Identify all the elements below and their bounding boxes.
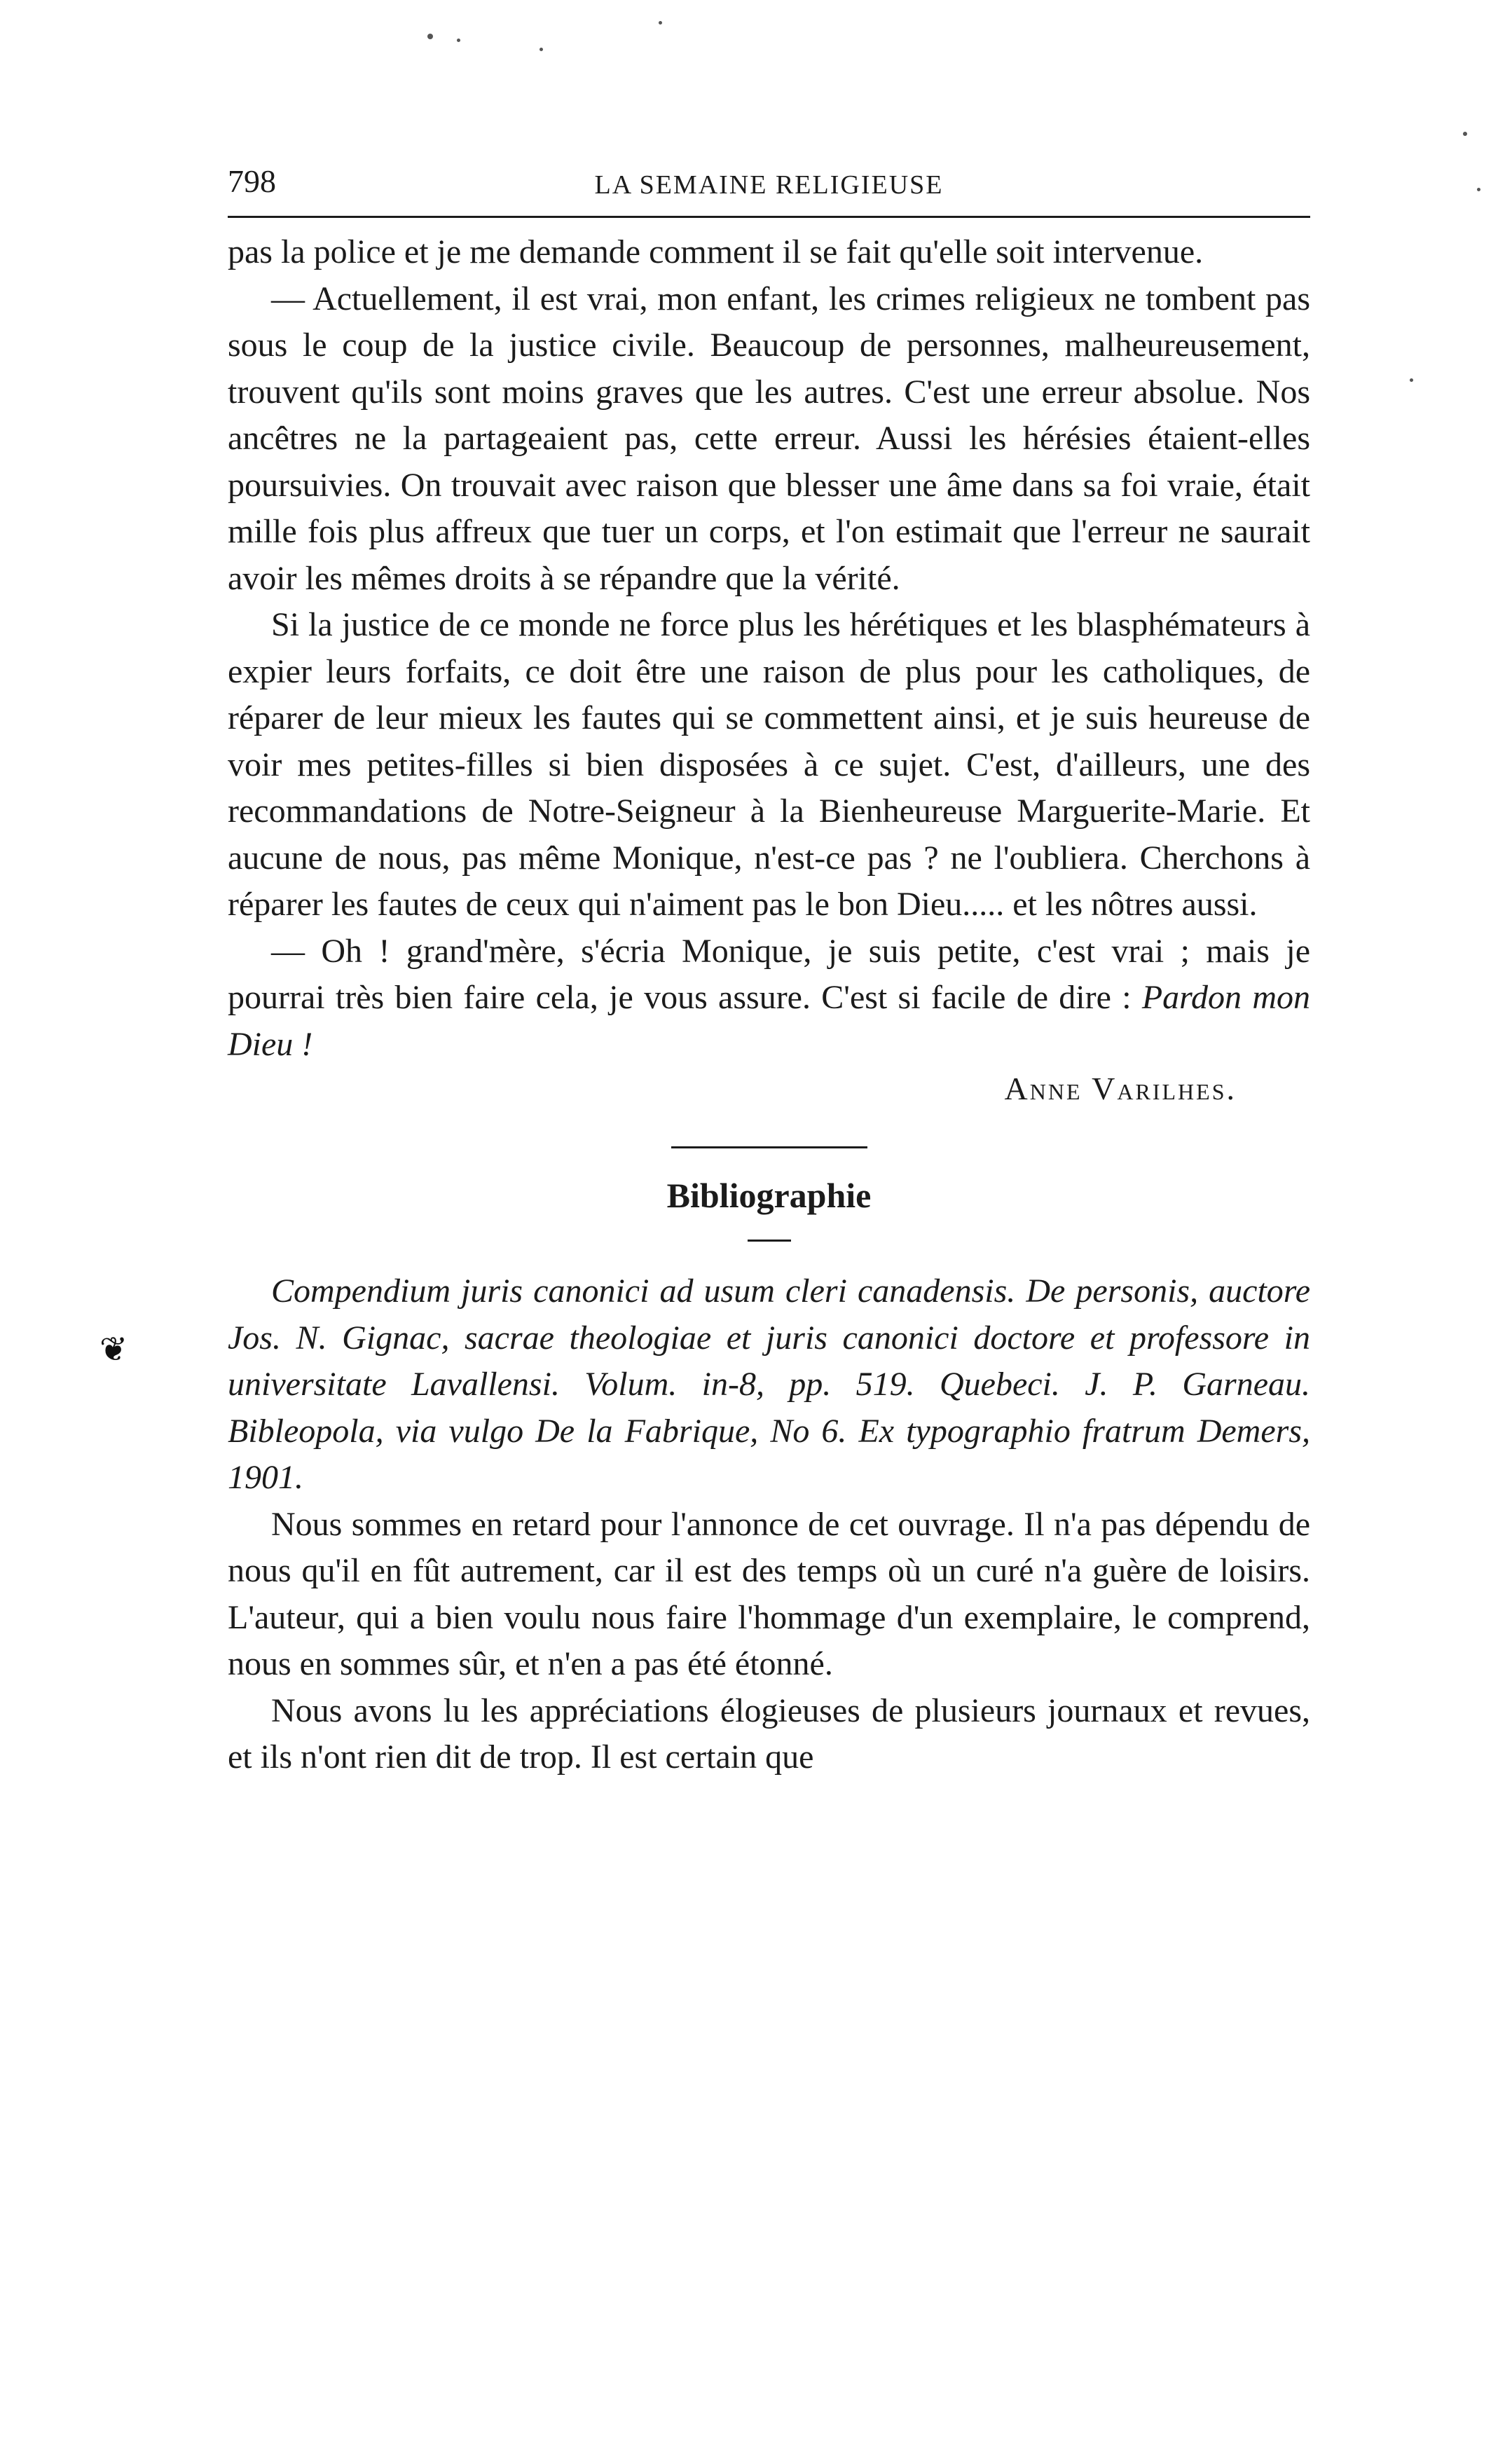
page-number: 798 xyxy=(228,163,276,199)
paragraph: — Actuellement, il est vrai, mon enfant, les crimes religieux ne tombent pas sous le coup de la justice civile. Beaucoup de personnes, malheureusement, trouvent qu'ils sont moins graves que les autres. C'est une erreur absolue. Nos ancêtres ne la partageaient pas, cette erreur. Aussi les hérésies étaient-elles poursuivies. On trouvait avec raison que blesser une âme dans sa foi vraie, était mille fois plus affreux que tuer un corps, et l'on estimait que l'erreur ne saurait avoir les mêmes droits à se répandre que la vérité. xyxy=(228,280,1310,597)
short-rule xyxy=(748,1240,791,1242)
section-rule xyxy=(671,1146,867,1148)
paragraph: Nous sommes en retard pour l'annonce de cet ouvrage. Il n'a pas dépendu de nous qu'il en fût autrement, car il est des temps où un curé n'a guère de loisirs. L'auteur, qui a bien voulu nous faire l'hommage d'un exemplaire, le comprend, nous en sommes sûr, et n'en a pas été étonné. xyxy=(228,1505,1310,1682)
paper-speck xyxy=(539,48,543,51)
author-signature xyxy=(228,1068,1237,1111)
paragraph-text: — Oh ! grand'mère, s'écria Monique, je suis petite, c'est vrai ; mais je pourrai très bien faire cela, je vous assure. C'est si facile de dire : xyxy=(228,932,1310,1016)
paper-speck xyxy=(457,39,460,42)
paper-speck xyxy=(427,34,433,39)
paper-speck xyxy=(659,21,662,25)
paper-speck xyxy=(1410,378,1413,382)
running-head xyxy=(228,163,1310,206)
margin-ornament: ❦ xyxy=(99,1330,128,1369)
paragraph: Si la justice de ce monde ne force plus les hérétiques et les blasphémateurs à expier leurs forfaits, ce doit être une raison de plus pour les catholiques, de réparer de leur mieux les fautes qui se commettent ainsi, et je suis heureuse de voir mes petites-filles si bien disposées à ce sujet. C'est, d'ailleurs, une des recommandations de Notre-Seigneur à la Bienheureuse Marguerite-Marie. Et aucune de nous, pas même Monique, n'est-ce pas ? ne l'oubliera. Cherchons à réparer les fautes de ceux qui n'aiment pas le bon Dieu..... et les nôtres aussi. xyxy=(228,606,1310,923)
paragraph-with-quote xyxy=(228,928,1310,1069)
page xyxy=(228,163,1310,1781)
running-title: LA SEMAINE RELIGIEUSE xyxy=(594,170,944,200)
paper-speck xyxy=(1477,188,1480,191)
section-title: Bibliographie xyxy=(666,1176,872,1215)
paragraph: Nous avons lu les appréciations élogieuses de plusieurs journaux et revues, et ils n'ont rien dit de trop. Il est certain que xyxy=(228,1691,1310,1776)
paper-speck xyxy=(1463,132,1467,136)
header-rule xyxy=(228,216,1310,218)
italic-quote: Pardon mon Dieu ! xyxy=(228,979,1310,1063)
signature-text: Anne Varilhes. xyxy=(1004,1071,1237,1106)
bibliographic-citation: Compendium juris canonici ad usum cleri canadensis. De personis, auctore Jos. N. Gignac, sacrae theologiae et juris canonici doctore et professore in universitate Lavallensi. Volum. in-8, pp. 519. Quebeci. J. P. Garneau. Bibleopola, via vulgo De la Fabrique, No 6. Ex typographio fratrum Demers, 1901. xyxy=(228,1272,1310,1496)
paragraph: pas la police et je me demande comment il se fait qu'elle soit intervenue. xyxy=(228,233,1204,270)
